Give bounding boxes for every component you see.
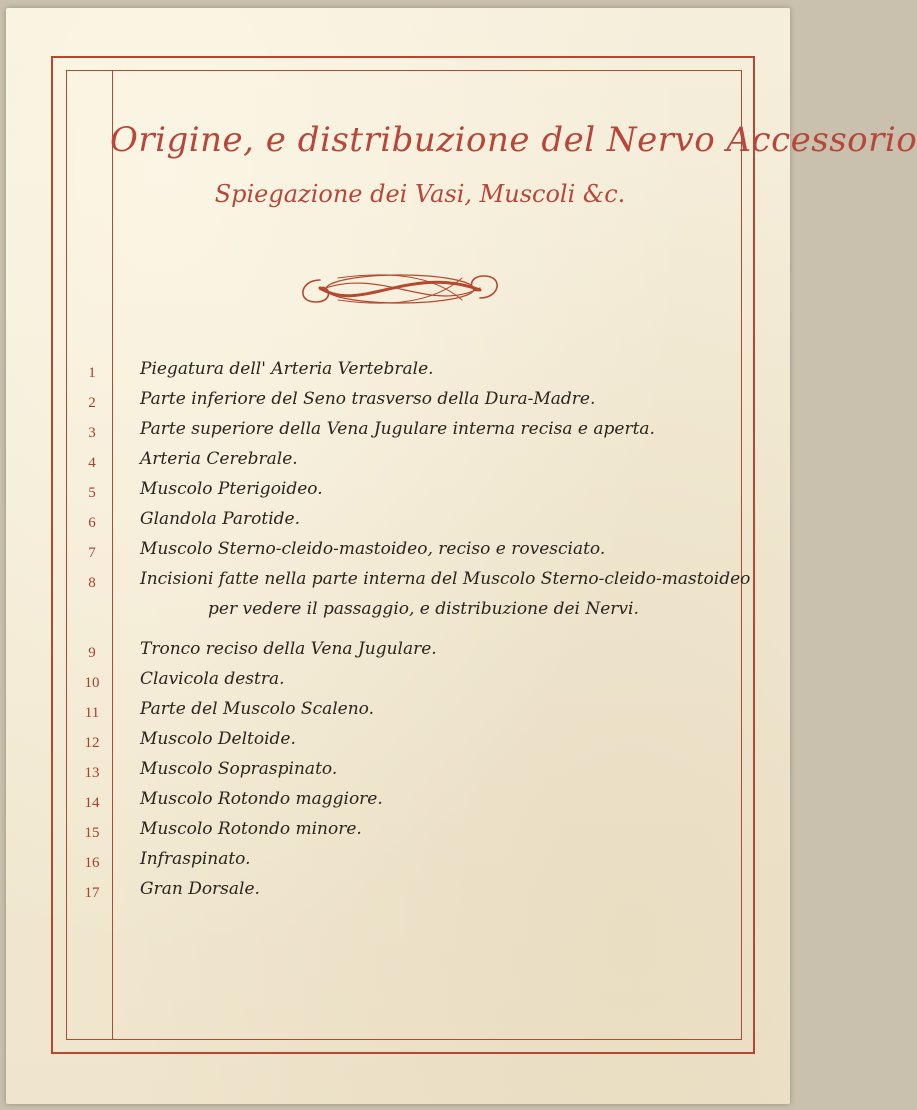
item-text: Parte superiore della Vena Jugulare interna recisa e aperta. xyxy=(140,419,655,439)
list-item xyxy=(72,507,732,537)
item-text: Glandola Parotide. xyxy=(140,509,300,529)
item-number: 2 xyxy=(88,395,96,411)
calligraphic-flourish-icon xyxy=(290,262,510,316)
item-text-continuation: per vedere il passaggio, e distribuzione dei Nervi. xyxy=(208,599,639,619)
item-number: 14 xyxy=(84,795,100,811)
list-item xyxy=(72,667,732,697)
item-number: 10 xyxy=(84,675,100,691)
page-subtitle: Spiegazione dei Vasi, Muscoli &c. xyxy=(214,180,626,208)
item-text: Gran Dorsale. xyxy=(140,879,260,899)
list-item xyxy=(72,417,732,447)
list-item xyxy=(72,387,732,417)
list-item xyxy=(72,537,732,567)
item-number: 7 xyxy=(88,545,96,561)
item-text: Muscolo Pterigoideo. xyxy=(140,479,323,499)
list-item xyxy=(72,727,732,757)
item-text: Muscolo Sopraspinato. xyxy=(140,759,338,779)
list-item xyxy=(72,357,732,387)
item-number: 15 xyxy=(84,825,100,841)
item-number: 4 xyxy=(88,455,96,471)
item-number: 3 xyxy=(88,425,96,441)
item-text: Arteria Cerebrale. xyxy=(140,449,298,469)
item-text: Infraspinato. xyxy=(140,849,251,869)
explanation-list xyxy=(72,357,751,977)
item-text: Muscolo Sterno-cleido-mastoideo, reciso e rovesciato. xyxy=(140,539,606,559)
item-text: Muscolo Rotondo maggiore. xyxy=(140,789,383,809)
list-item xyxy=(72,757,732,787)
item-text: Muscolo Rotondo minore. xyxy=(140,819,362,839)
list-item xyxy=(72,817,732,847)
list-item xyxy=(72,877,732,907)
item-number: 5 xyxy=(88,485,96,501)
page-title: Origine, e distribuzione del Nervo Accessorio xyxy=(110,120,917,160)
item-number: 8 xyxy=(88,575,96,591)
item-number: 16 xyxy=(84,855,100,871)
item-text: Clavicola destra. xyxy=(140,669,285,689)
list-item xyxy=(72,637,732,667)
item-text: Tronco reciso della Vena Jugulare. xyxy=(140,639,437,659)
item-number: 9 xyxy=(88,645,96,661)
list-item xyxy=(72,477,732,507)
item-text: Parte del Muscolo Scaleno. xyxy=(140,699,375,719)
list-item xyxy=(72,847,732,877)
list-item xyxy=(72,787,732,817)
item-text: Incisioni fatte nella parte interna del Muscolo Sterno-cleido-mastoideo xyxy=(140,569,751,589)
list-item xyxy=(72,697,732,727)
item-number: 12 xyxy=(84,735,100,751)
item-number: 6 xyxy=(88,515,96,531)
list-item xyxy=(72,567,751,619)
item-number: 11 xyxy=(84,705,100,721)
item-number: 1 xyxy=(88,365,96,381)
item-number: 13 xyxy=(84,765,100,781)
item-text: Parte inferiore del Seno trasverso della Dura-Madre. xyxy=(140,389,596,409)
list-item xyxy=(72,447,732,477)
item-number: 17 xyxy=(84,885,100,901)
item-text: Piegatura dell' Arteria Vertebrale. xyxy=(140,359,434,379)
item-text: Muscolo Deltoide. xyxy=(140,729,296,749)
